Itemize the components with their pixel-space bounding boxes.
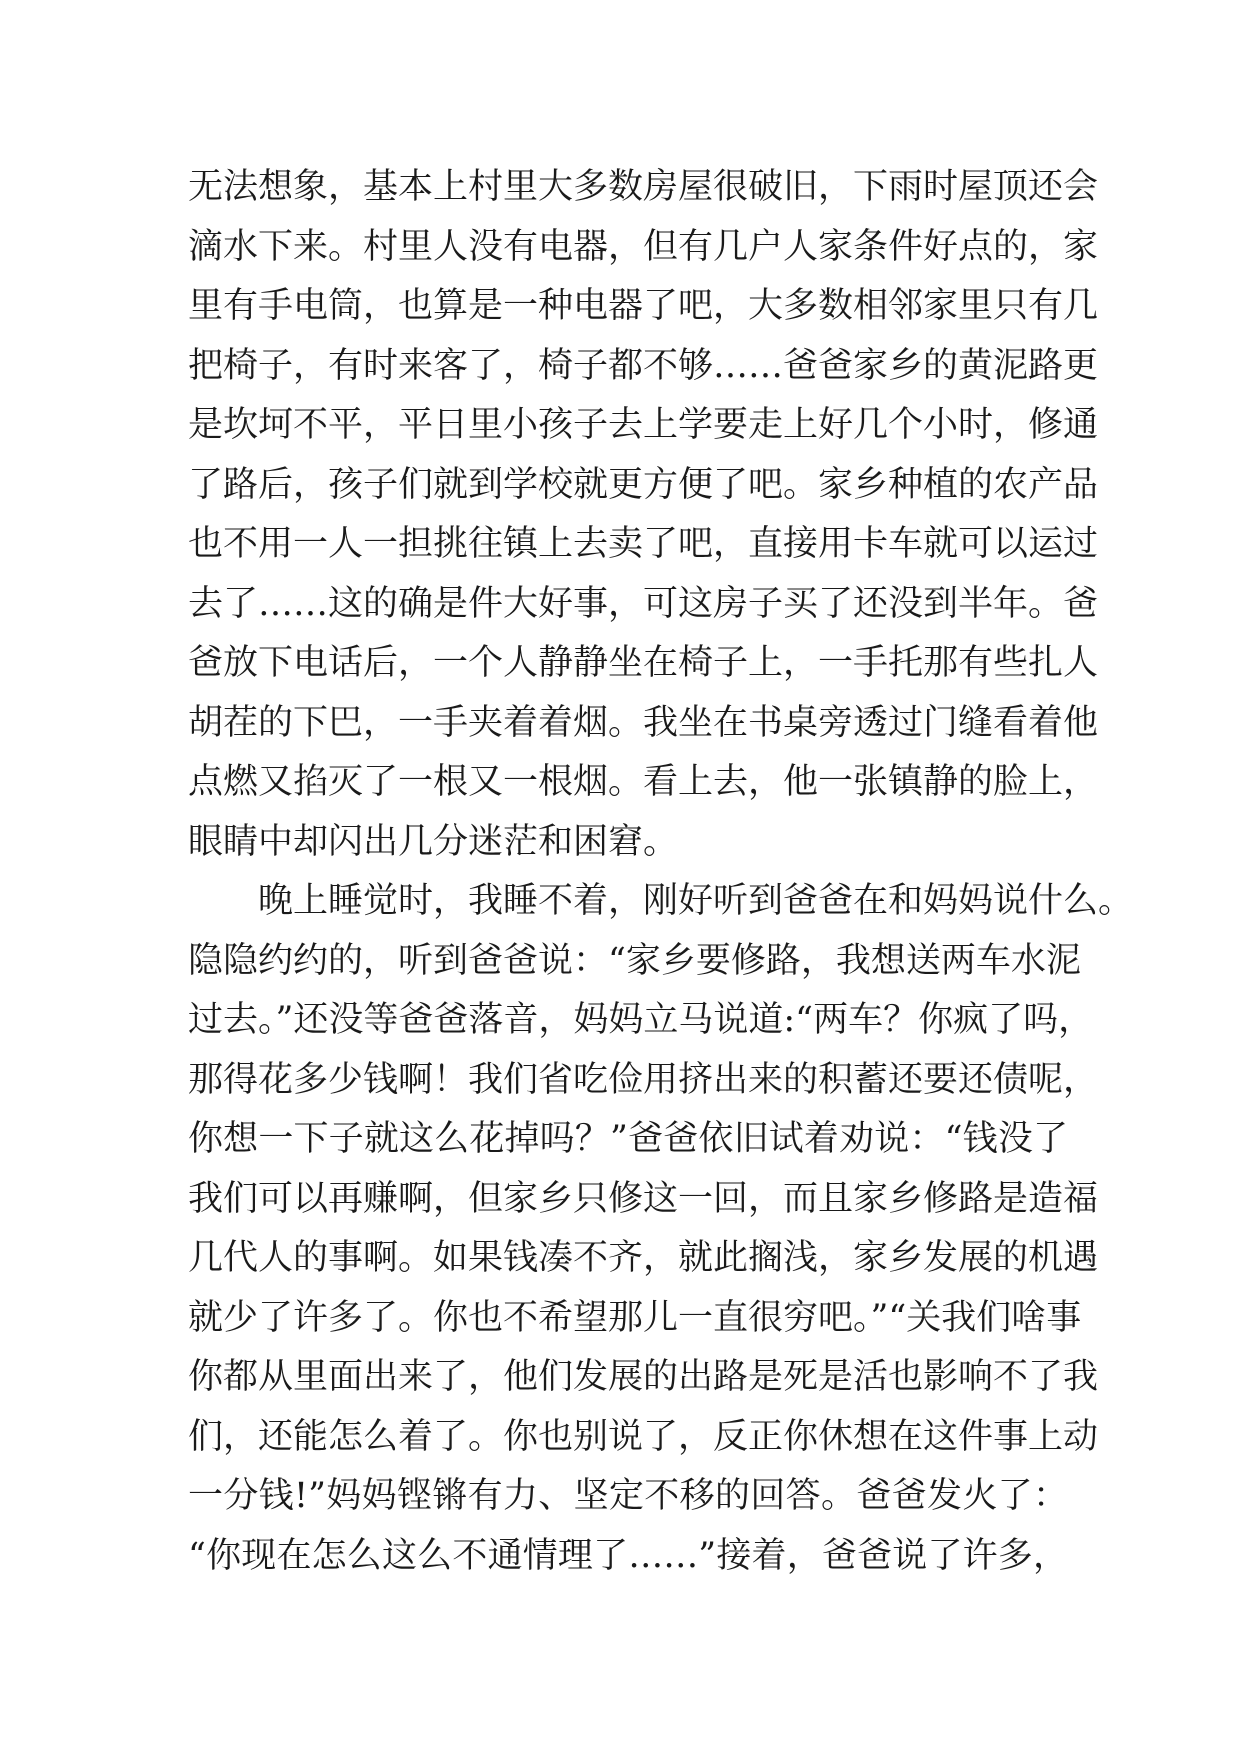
paragraph-1 [188, 158, 1099, 872]
text-line: 们，还能怎么着了。你也别说了，反正你休想在这件事上动 [188, 1416, 1099, 1457]
text-line: 晚上睡觉时，我睡不着，刚好听到爸爸在和妈妈说什么。 [258, 881, 1134, 921]
text-line: 去了……这的确是件大好事，可这房子买了还没到半年。爸 [188, 583, 1099, 624]
text-line: 了路后，孩子们就到学校就更方便了吧。家乡种植的农产品 [188, 464, 1099, 505]
text-line: 那得花多少钱啊！我们省吃俭用挤出来的积蓄还要还债呢， [188, 1059, 1099, 1100]
paragraph-2 [188, 872, 1134, 1586]
text-line: 你都从里面出来了，他们发展的出路是死是活也影响不了我 [188, 1357, 1099, 1397]
text-line: 隐隐约约的，听到爸爸说：“家乡要修路，我想送两车水泥 [188, 940, 1081, 981]
text-line: 点燃又掐灭了一根又一根烟。看上去，他一张镇静的脸上， [188, 762, 1099, 802]
text-line: 里有手电筒，也算是一种电器了吧，大多数相邻家里只有几 [188, 286, 1099, 326]
text-line: 你想一下子就这么花掉吗？”爸爸依旧试着劝说：“钱没了 [188, 1119, 1068, 1159]
text-line: 眼睛中却闪出几分迷茫和困窘。 [188, 821, 679, 862]
text-line: 无法想象，基本上村里大多数房屋很破旧，下雨时屋顶还会 [188, 167, 1099, 207]
text-line: 我们可以再赚啊，但家乡只修这一回，而且家乡修路是造福 [188, 1178, 1099, 1219]
text-line: 过去。”还没等爸爸落音，妈妈立马说道:“两车？你疯了吗， [188, 1000, 1094, 1040]
text-line: 是坎坷不平，平日里小孩子去上学要走上好几个小时，修通 [188, 405, 1099, 445]
document-body [188, 158, 1134, 1586]
text-line: 滴水下来。村里人没有电器，但有几户人家条件好点的，家 [188, 226, 1099, 267]
text-line: 一分钱!”妈妈铿锵有力、坚定不移的回答。爸爸发火了： [188, 1476, 1068, 1516]
text-line: 把椅子，有时来客了，椅子都不够……爸爸家乡的黄泥路更 [188, 345, 1099, 386]
text-line: 爸放下电话后，一个人静静坐在椅子上，一手托那有些扎人 [188, 643, 1099, 683]
text-line: 胡茬的下巴，一手夹着着烟。我坐在书桌旁透过门缝看着他 [188, 702, 1099, 743]
text-line: 就少了许多了。你也不希望那儿一直很穷吧。”“关我们啥事 [188, 1297, 1082, 1338]
text-line: “你现在怎么这么不通情理了……”接着，爸爸说了许多， [188, 1535, 1068, 1576]
text-line: 也不用一人一担挑往镇上去卖了吧，直接用卡车就可以运过 [188, 524, 1099, 564]
text-line: 几代人的事啊。如果钱凑不齐，就此搁浅，家乡发展的机遇 [188, 1238, 1099, 1278]
